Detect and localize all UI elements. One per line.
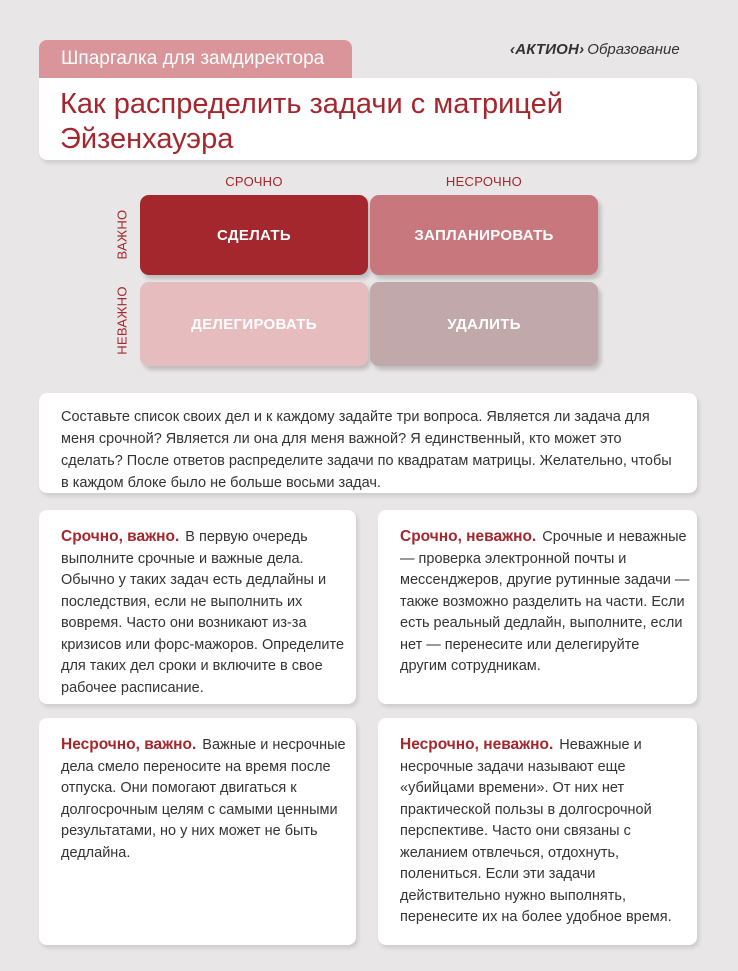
matrix-cell-do [140,195,368,275]
quadrant-card-urgent-important [39,510,356,704]
quadrant-card-not-urgent-important [39,718,356,945]
brand-logo-name: ‹АКТИОН› [510,41,585,58]
category-tag: Шпаргалка для замдиректора [39,40,352,78]
brand-logo [510,39,680,61]
matrix-cell-label: ДЕЛЕГИРОВАТЬ [191,315,317,333]
quadrant-heading: Несрочно, важно. [61,736,197,753]
quadrant-heading: Несрочно, неважно. [400,736,554,753]
matrix-cell-delegate [140,282,368,366]
quadrant-text [400,526,690,678]
intro-text: Составьте список своих дел и к каждому задайте три вопроса. Является ли задача для меня срочной? Является ли она для меня важной? Я единственный, кто может это сделать? После ответов распределите задачи по квадратам матрицы. Желательно, чтобы в каждом блоке было не больше восьми задач. [61,409,672,491]
column-label-not-urgent: НЕСРОЧНО [445,174,523,189]
quadrant-heading: Срочно, неважно. [400,528,537,545]
quadrant-text [61,526,346,699]
brand-logo-sub: Образование [587,41,680,58]
quadrant-body: Срочные и неважные — проверка электронной почты и мессенджеров, другие рутинные задачи — также возможно разделить на части. Если есть реальный дедлайн, выполните, если нет — перенесите или делегируйте другим сотрудникам. [400,529,690,674]
title-card [39,78,697,160]
matrix-cell-label: УДАЛИТЬ [447,315,521,333]
quadrant-body: Важные и несрочные дела смело переносите на время после отпуска. Они помогают двигаться к долгосрочным целям с самыми ценными результатами, но у них может не быть дедлайна. [61,737,346,861]
quadrant-text [61,734,346,864]
matrix-cell-label: ЗАПЛАНИРОВАТЬ [414,226,554,244]
quadrant-card-urgent-not-important [378,510,697,704]
matrix-cell-schedule [370,195,598,275]
intro-card [39,393,697,493]
quadrant-body: Неважные и несрочные задачи называют еще «убийцами времени». От них нет практической пользы в долгосрочной перспективе. Часто они связаны с желанием отвлечься, отдохнуть, полениться. Если эти задачи действительно нужно выполнять, перенесите их на более удобное время. [400,737,672,925]
quadrant-heading: Срочно, важно. [61,528,180,545]
matrix-cell-delete [370,282,598,366]
quadrant-body: В первую очередь выполните срочные и важные дела. Обычно у таких задач есть дедлайны и последствия, если не выполнить их вовремя. Часто они возникают из-за кризисов или форс-мажоров. Определите для таких дел сроки и включите в свое рабочее расписание. [61,529,345,696]
quadrant-card-not-urgent-not-important [378,718,697,945]
column-label-urgent: СРОЧНО [225,174,283,189]
row-label-not-important: НЕВАЖНО [114,286,130,355]
row-label-important: ВАЖНО [114,209,130,260]
quadrant-text [400,734,690,929]
page-title: Как распределить задачи с матрицей Эйзенхауэра [60,88,563,155]
matrix-cell-label: СДЕЛАТЬ [217,226,291,244]
